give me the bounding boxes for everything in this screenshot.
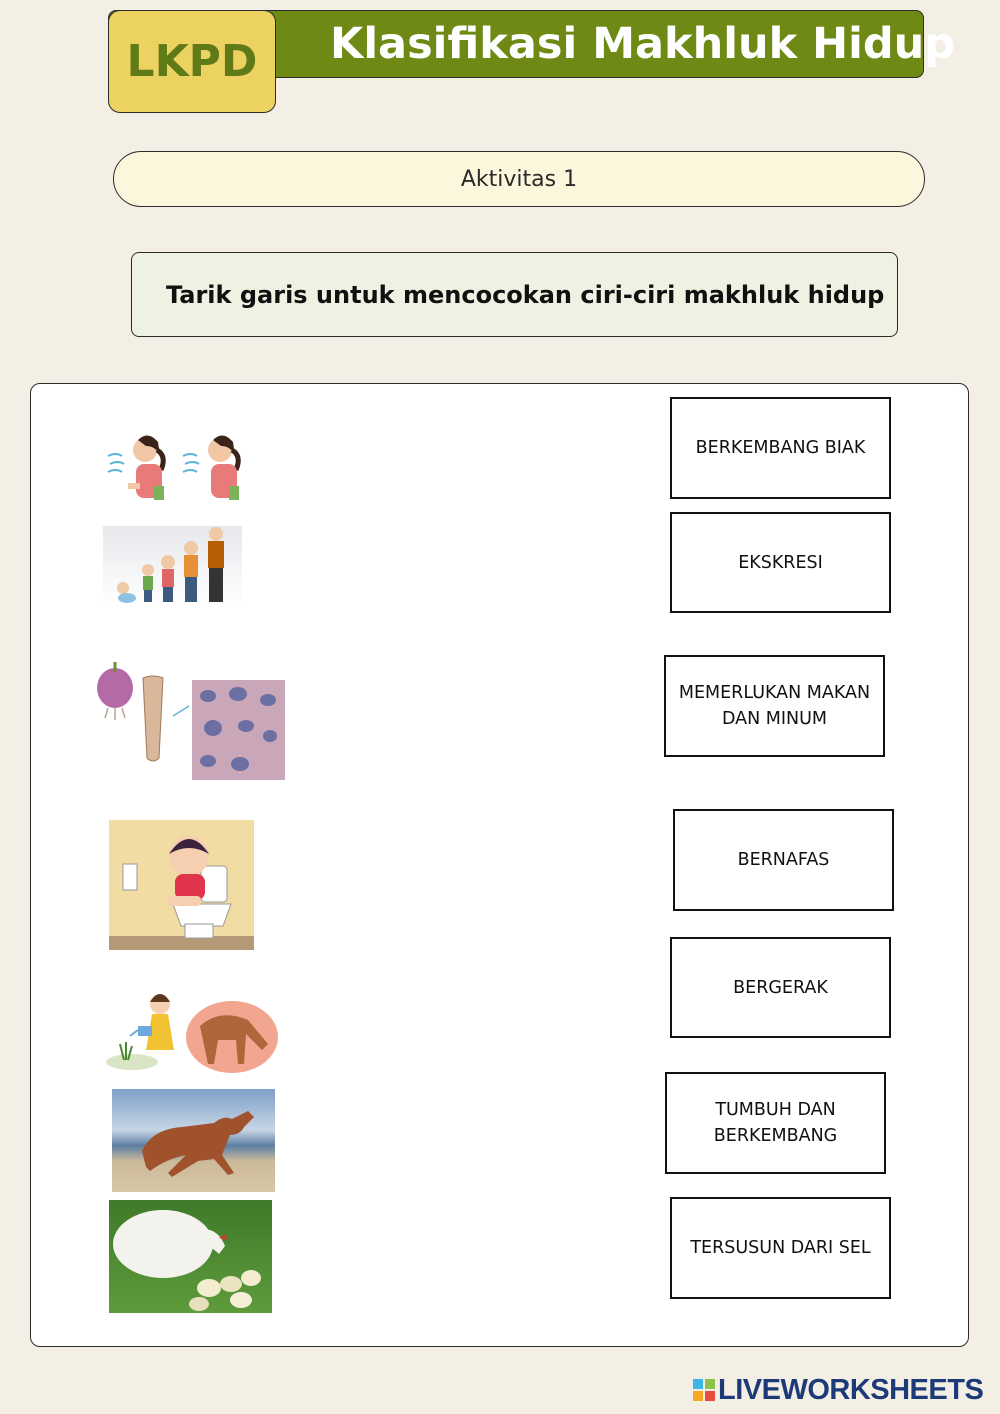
footer-brand: LIVEWORKSHEETS [718,1373,984,1406]
running-dog-picture[interactable] [112,1089,275,1192]
label-memerlukan-makan-dan-minum[interactable]: MEMERLUKAN MAKAN DAN MINUM [664,655,885,757]
girl-breathing-picture[interactable] [100,428,250,508]
liveworksheets-icon [692,1378,716,1402]
activity-label: Aktivitas 1 [113,151,925,207]
label-bergerak[interactable]: BERGERAK [670,937,891,1038]
onion-root-cells-picture[interactable] [88,656,286,782]
liveworksheets-logo [692,1374,983,1406]
child-on-toilet-picture[interactable] [109,820,254,950]
lkpd-badge: LKPD [108,10,276,113]
instruction-text: Tarik garis untuk mencocokan ciri-ciri makhluk hidup [131,252,898,337]
label-bernafas[interactable]: BERNAFAS [673,809,894,911]
label-ekskresi[interactable]: EKSKRESI [670,512,891,613]
label-tersusun-dari-sel[interactable]: TERSUSUN DARI SEL [670,1197,891,1299]
girl-watering-plant-and-horse-eating-picture[interactable] [102,982,282,1075]
page-title: Klasifikasi Makhluk Hidup [330,19,956,69]
label-berkembang-biak[interactable]: BERKEMBANG BIAK [670,397,891,499]
label-tumbuh-dan-berkembang[interactable]: TUMBUH DAN BERKEMBANG [665,1072,886,1174]
hen-with-chicks-picture[interactable] [109,1200,272,1313]
human-growth-stages-picture[interactable] [103,526,242,606]
